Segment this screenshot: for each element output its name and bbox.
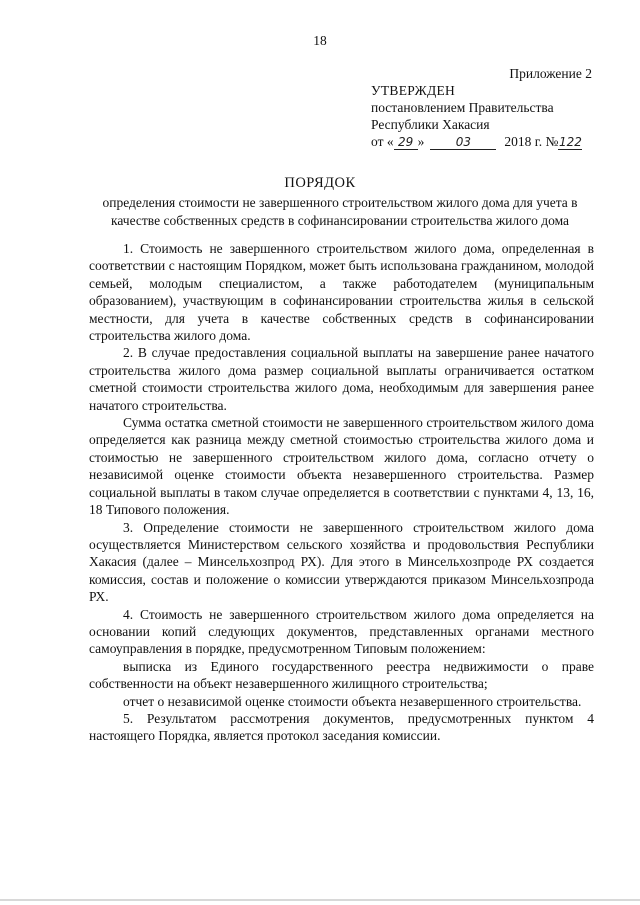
date-year-label: 2018 г. № (504, 134, 559, 149)
document-subtitle: определения стоимости не завершенного строительством жилого дома для учета в качестве собственных средств в софинансировании строительства жилого дома (102, 195, 578, 228)
paragraph-1: 1. Стоимость не завершенного строительством жилого дома, определенная в соответствии с настоящим Порядком, может быть использована гражданином, молодой семьей, молодым специалистом, а также работодателем (муниципальным образованием), участвующим в софинансировании строительства жилья в сельской местности, для учета в качестве собственных средств в софинансировании строительства жилого дома. (89, 241, 594, 344)
approval-date-line (371, 133, 582, 150)
handwritten-month: 03 (430, 136, 496, 150)
paragraph-2-continued: Сумма остатка сметной стоимости не завершенного строительством жилого дома определяется как разница между сметной стоимостью строительства жилого дома и стоимостью не завершенного строительством жилого дома, согласно отчету о независимой оценке стоимости объекта незавершенного строительства. Размер социальной выплаты в таком случае определяется в соответствии с пунктами 4, 13, 16, 18 Типового положения. (89, 415, 594, 518)
date-prefix: от « (371, 134, 394, 149)
page-number: 18 (313, 33, 327, 48)
approval-issuer-line-2: Республики Хакасия (371, 117, 490, 132)
approval-issuer-line-1: постановлением Правительства (371, 100, 554, 115)
page-bottom-edge (0, 899, 640, 901)
appendix-label: Приложение 2 (509, 66, 592, 81)
document-title: ПОРЯДОК (284, 175, 356, 191)
paragraph-3: 3. Определение стоимости не завершенного строительством жилого дома осуществляется Министерством сельского хозяйства и продовольствия Республики Хакасия (далее – Минсельхозпрод РХ). Для этого в Минсельхозпроде РХ создается комиссия, состав и положение о комиссии утверждаются приказом Минсельхозпрода РХ. (89, 519, 594, 605)
handwritten-document-number: 122 (558, 135, 582, 149)
paragraph-4-item-1: выписка из Единого государственного реестра недвижимости о праве собственности на объект незавершенного жилищного строительства; (89, 658, 594, 692)
paragraph-5: 5. Результатом рассмотрения документов, предусмотренных пунктом 4 настоящего Порядка, является протокол заседания комиссии. (89, 710, 594, 744)
handwritten-day: 29 (394, 136, 418, 150)
paragraph-4: 4. Стоимость не завершенного строительством жилого дома определяется на основании копий следующих документов, представленных органами местного самоуправления в порядке, предусмотренном Типовым положением: (89, 606, 594, 657)
approved-stamp: УТВЕРЖДЕН (371, 83, 456, 98)
approval-block (371, 82, 582, 150)
date-quote-close: » (417, 134, 425, 149)
paragraph-4-item-2: отчет о независимой оценке стоимости объекта незавершенного строительства. (123, 693, 582, 709)
paragraph-2: 2. В случае предоставления социальной выплаты на завершение ранее начатого строительства жилого дома размер социальной выплаты ограничивается остатком сметной стоимости строительства жилого дома, необходимым для завершения ранее начатого строительства. (89, 345, 594, 413)
document-body (89, 240, 594, 745)
